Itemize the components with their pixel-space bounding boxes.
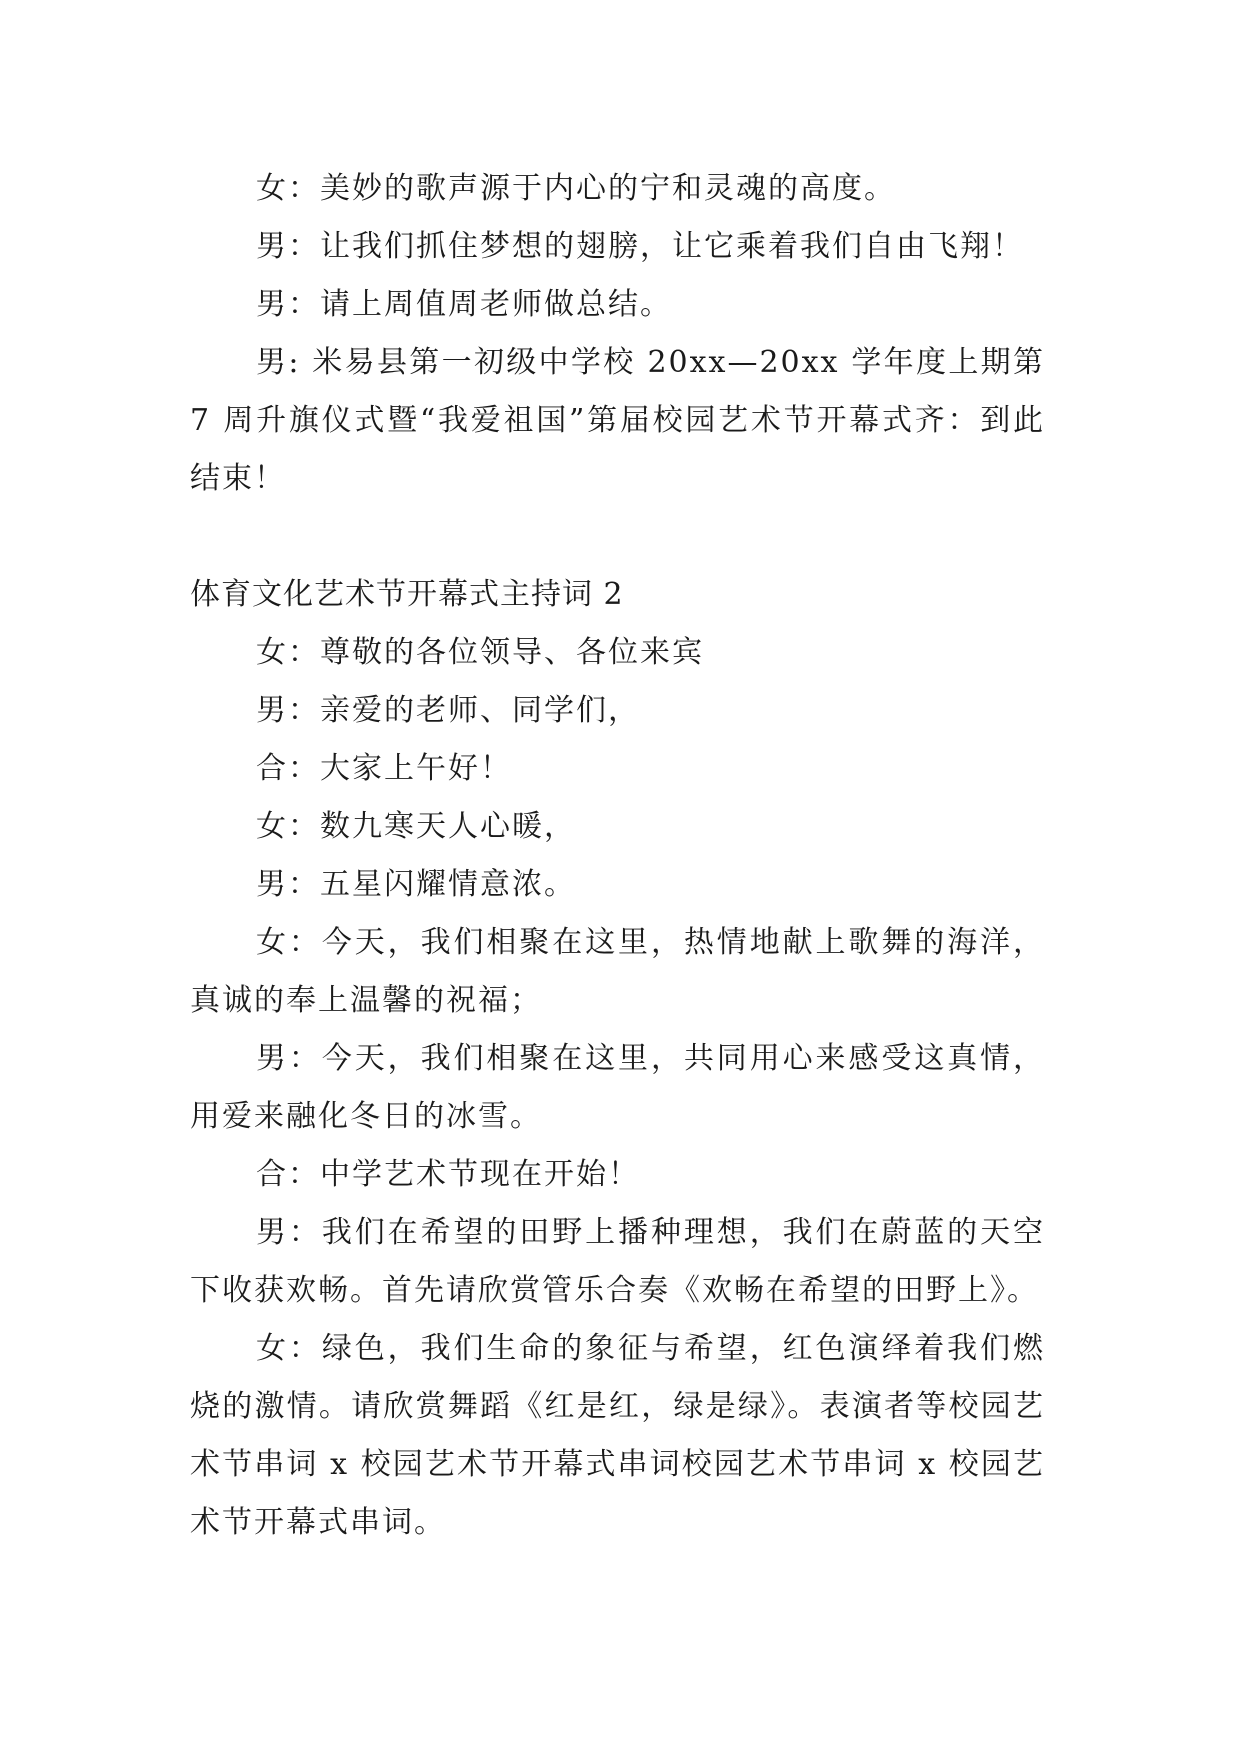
paragraph: 男：亲爱的老师、同学们，	[256, 693, 640, 728]
paragraph: 女：今天，我们相聚在这里，热情地献上歌舞的海洋，真诚的奉上温馨的祝福；	[190, 925, 1045, 1018]
paragraph: 合：中学艺术节现在开始！	[256, 1157, 640, 1192]
paragraph: 男：请上周值周老师做总结。	[256, 287, 672, 322]
paragraph: 男：今天，我们相聚在这里，共同用心来感受这真情，用爱来融化冬日的冰雪。	[190, 1041, 1045, 1134]
paragraph: 男: 米易县第一初级中学校 20xx—20xx 学年度上期第 7 周升旗仪式暨“我爱祖国”第届校园艺术节开幕式齐：到此结束！	[190, 345, 1045, 496]
paragraph: 男：我们在希望的田野上播种理想，我们在蔚蓝的天空下收获欢畅。首先请欣赏管乐合奏《欢畅在希望的田野上》。	[190, 1215, 1045, 1308]
paragraph: 男：让我们抓住梦想的翅膀，让它乘着我们自由飞翔！	[256, 229, 1024, 264]
paragraph: 女：数九寒天人心暖，	[256, 809, 576, 844]
section-heading: 体育文化艺术节开幕式主持词 2	[190, 577, 624, 612]
paragraph: 女：尊敬的各位领导、各位来宾	[256, 635, 704, 670]
paragraph: 男：五星闪耀情意浓。	[256, 867, 576, 902]
paragraph: 女：美妙的歌声源于内心的宁和灵魂的高度。	[256, 171, 896, 206]
paragraph: 女：绿色，我们生命的象征与希望，红色演绎着我们燃烧的激情。请欣赏舞蹈《红是红，绿是绿》。表演者等校园艺术节串词 x 校园艺术节开幕式串词校园艺术节串词 x 校园艺术节开幕式串词。	[190, 1331, 1045, 1540]
document-body	[190, 160, 1045, 1552]
paragraph: 合：大家上午好！	[256, 751, 512, 786]
